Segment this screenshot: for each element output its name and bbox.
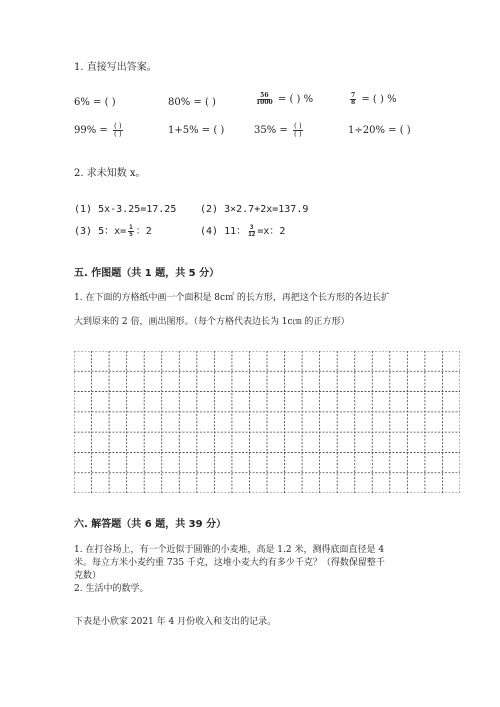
fraction-numerator: 7 [351,92,356,99]
problem1-line-1: 1. 在打谷场上，有一个近似于圆锥的小麦堆，高是 1.2 米，测得底面直径是 4 [74,545,385,555]
paren-denominator: ( ) [113,130,122,138]
paren-fraction [113,123,123,138]
problem3-line: 下表是小欣家 2021 年 4 月份收入和支出的记录。 [74,617,277,627]
expr-text: 35% = [254,125,291,136]
equation-text: ：2 [135,226,152,237]
paren-numerator: ( ) [113,122,122,130]
problem1-line-3: 克数） [74,571,102,581]
paren-numerator: ( ) [293,122,302,130]
row2-item-2 [168,125,224,137]
equation-text: (3) 5：x= [74,226,127,237]
section5-heading: 五. 作图题（共 1 题，共 5 分） [74,268,220,279]
equation-2: (2) 3×2.7+2x=137.9 [200,204,309,215]
fraction [256,93,273,106]
equation-1: (1) 5x-3.25=17.25 [74,204,177,215]
fraction-numerator: 3 [249,223,254,231]
row1-item-2 [168,97,216,109]
expr-answer: = ( ) % [274,94,314,105]
section5-line-2: 大到原来的 2 倍，画出图形。（每个方格代表边长为 1c㎝ 的正方形） [74,317,350,327]
expr-answer: = ( ) [190,97,216,108]
expr-text: 1÷20% = ( ) [348,125,411,136]
expr-text: 6% [74,97,90,108]
fraction [128,225,134,238]
row2-item-4 [348,125,411,137]
row1-item-3 [254,93,313,106]
problem2-line: 2. 生活中的数学。 [74,584,149,594]
fraction-denominator: 12 [248,230,256,238]
paren-fraction [293,123,303,138]
expr-text: 80% [168,97,191,108]
q1-title: 1. 直接写出答案。 [74,62,157,73]
equation-text: (4) 11： [200,226,247,237]
fraction-numerator: 1 [129,223,133,231]
expr-text: 99% = [74,125,111,136]
fraction [350,93,356,106]
row1-item-4 [348,93,397,106]
fraction-denominator: 5 [129,230,133,238]
fraction-denominator: 1000 [256,99,273,106]
equation-3 [74,222,152,238]
section6-heading: 六. 解答题（共 6 题，共 39 分） [74,519,227,530]
expr-text: 1+5% = ( ) [168,125,225,136]
fraction-denominator: 8 [351,99,356,106]
paren-denominator: ( ) [293,130,302,138]
row2-item-3 [254,123,305,138]
fraction-numerator: 56 [260,92,269,99]
fraction [248,225,255,238]
problem1-line-2: 米。每立方米小麦约重 735 千克，这堆小麦大约有多少千克？（得数保留整千 [74,558,385,568]
row1-item-1 [74,97,116,109]
equation-text: =x：2 [257,226,286,237]
equation-4 [200,222,285,238]
grid-paper[interactable] [74,351,460,493]
section5-line-1: 1. 在下面的方格纸中画一个面积是 8c㎡ 的长方形，再把这个长方形的各边长扩 [74,293,390,303]
expr-answer: = ( ) % [358,94,397,105]
row2-item-1 [74,123,125,138]
q2-title: 2. 求未知数 x。 [74,168,146,179]
expr-answer: = ( ) [89,97,116,108]
